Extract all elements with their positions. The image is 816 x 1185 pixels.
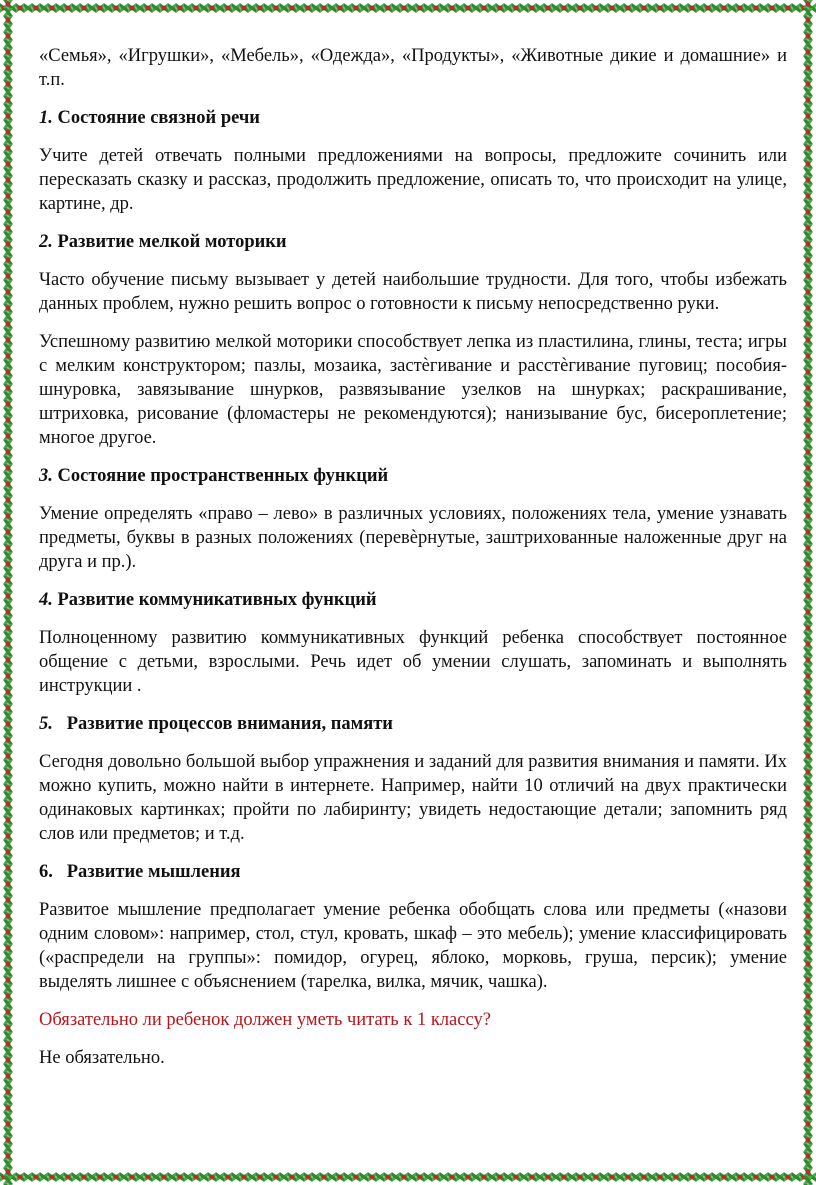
- section-title: Развитие мышления: [66, 862, 241, 882]
- section-number: 6.: [39, 862, 53, 882]
- decorative-border-top: [0, 0, 816, 16]
- section-heading: [39, 230, 787, 254]
- section-title: Развитие процессов внимания, памяти: [66, 714, 393, 734]
- answer-text: Не обязательно.: [39, 1048, 165, 1068]
- section-title: Развитие мелкой моторики: [57, 232, 287, 252]
- section-number: 3.: [39, 466, 53, 486]
- section-number: 4.: [39, 590, 53, 610]
- decorative-border-left: [0, 0, 16, 1185]
- section-paragraph: Полноценному развитию коммуникативных функций ребенка способствует постоянное общение с детьми, взрослыми. Речь идет об умении слушать, запоминать и выполнять инструкции .: [39, 628, 787, 696]
- section-title: Развитие коммуникативных функций: [57, 590, 377, 610]
- section-number: 2.: [39, 232, 53, 252]
- section-paragraph: Часто обучение письму вызывает у детей наибольшие трудности. Для того, чтобы избежать данных проблем, нужно решить вопрос о готовности к письму непосредственно руки.: [39, 270, 787, 314]
- section-paragraph: Успешному развитию мелкой моторики способствует лепка из пластилина, глины, теста; игры с мелким конструктором; пазлы, мозаика, застѐгивание и расстѐгивание пуговиц; пособия-шнуровка, завязывание шнурков, развязывание узелков на шнурках; раскрашивание, штриховка, рисование (фломастеры не рекомендуются); нанизывание бус, бисероплетение; многое другое.: [39, 332, 787, 448]
- decorative-border-right: [800, 0, 816, 1185]
- intro-paragraph: «Семья», «Игрушки», «Мебель», «Одежда», «Продукты», «Животные дикие и домашние» и т.п.: [39, 46, 787, 90]
- section-paragraph: Сегодня довольно большой выбор упражнения и заданий для развития внимания и памяти. Их можно купить, можно найти в интернете. Например, найти 10 отличий на двух практически одинаковых картинках; пройти по лабиринту; увидеть недостающие детали; запомнить ряд слов или предметов; и т.д.: [39, 752, 787, 844]
- document-body: [39, 44, 787, 1084]
- section-heading: [39, 588, 787, 612]
- section-heading: [39, 106, 787, 130]
- section-heading: [39, 712, 787, 736]
- section-title: Состояние пространственных функций: [57, 466, 389, 486]
- section-heading: [39, 860, 787, 884]
- decorative-border-bottom: [0, 1169, 816, 1185]
- section-paragraph: Учите детей отвечать полными предложениями на вопросы, предложите сочинить или пересказать сказку и рассказ, продолжить предложение, описать то, что происходит на улице, картине, др.: [39, 146, 787, 214]
- section-number: 5.: [39, 714, 53, 734]
- section-paragraph: Развитое мышление предполагает умение ребенка обобщать слова или предметы («назови одним словом»: например, стол, стул, кровать, шкаф – это мебель); умение классифицировать («распредели на группы»: помидор, огурец, яблоко, морковь, груша, персик); умение выделять лишнее с объяснением (тарелка, вилка, мячик, чашка).: [39, 900, 787, 992]
- section-heading: [39, 464, 787, 488]
- question-text: Обязательно ли ребенок должен уметь читать к 1 классу?: [39, 1010, 491, 1030]
- section-title: Состояние связной речи: [57, 108, 260, 128]
- section-paragraph: Умение определять «право – лево» в различных условиях, положениях тела, умение узнавать предметы, буквы в разных положениях (перевѐрнутые, заштрихованные наложенные друг на друга и пр.).: [39, 504, 787, 572]
- section-number: 1.: [39, 108, 53, 128]
